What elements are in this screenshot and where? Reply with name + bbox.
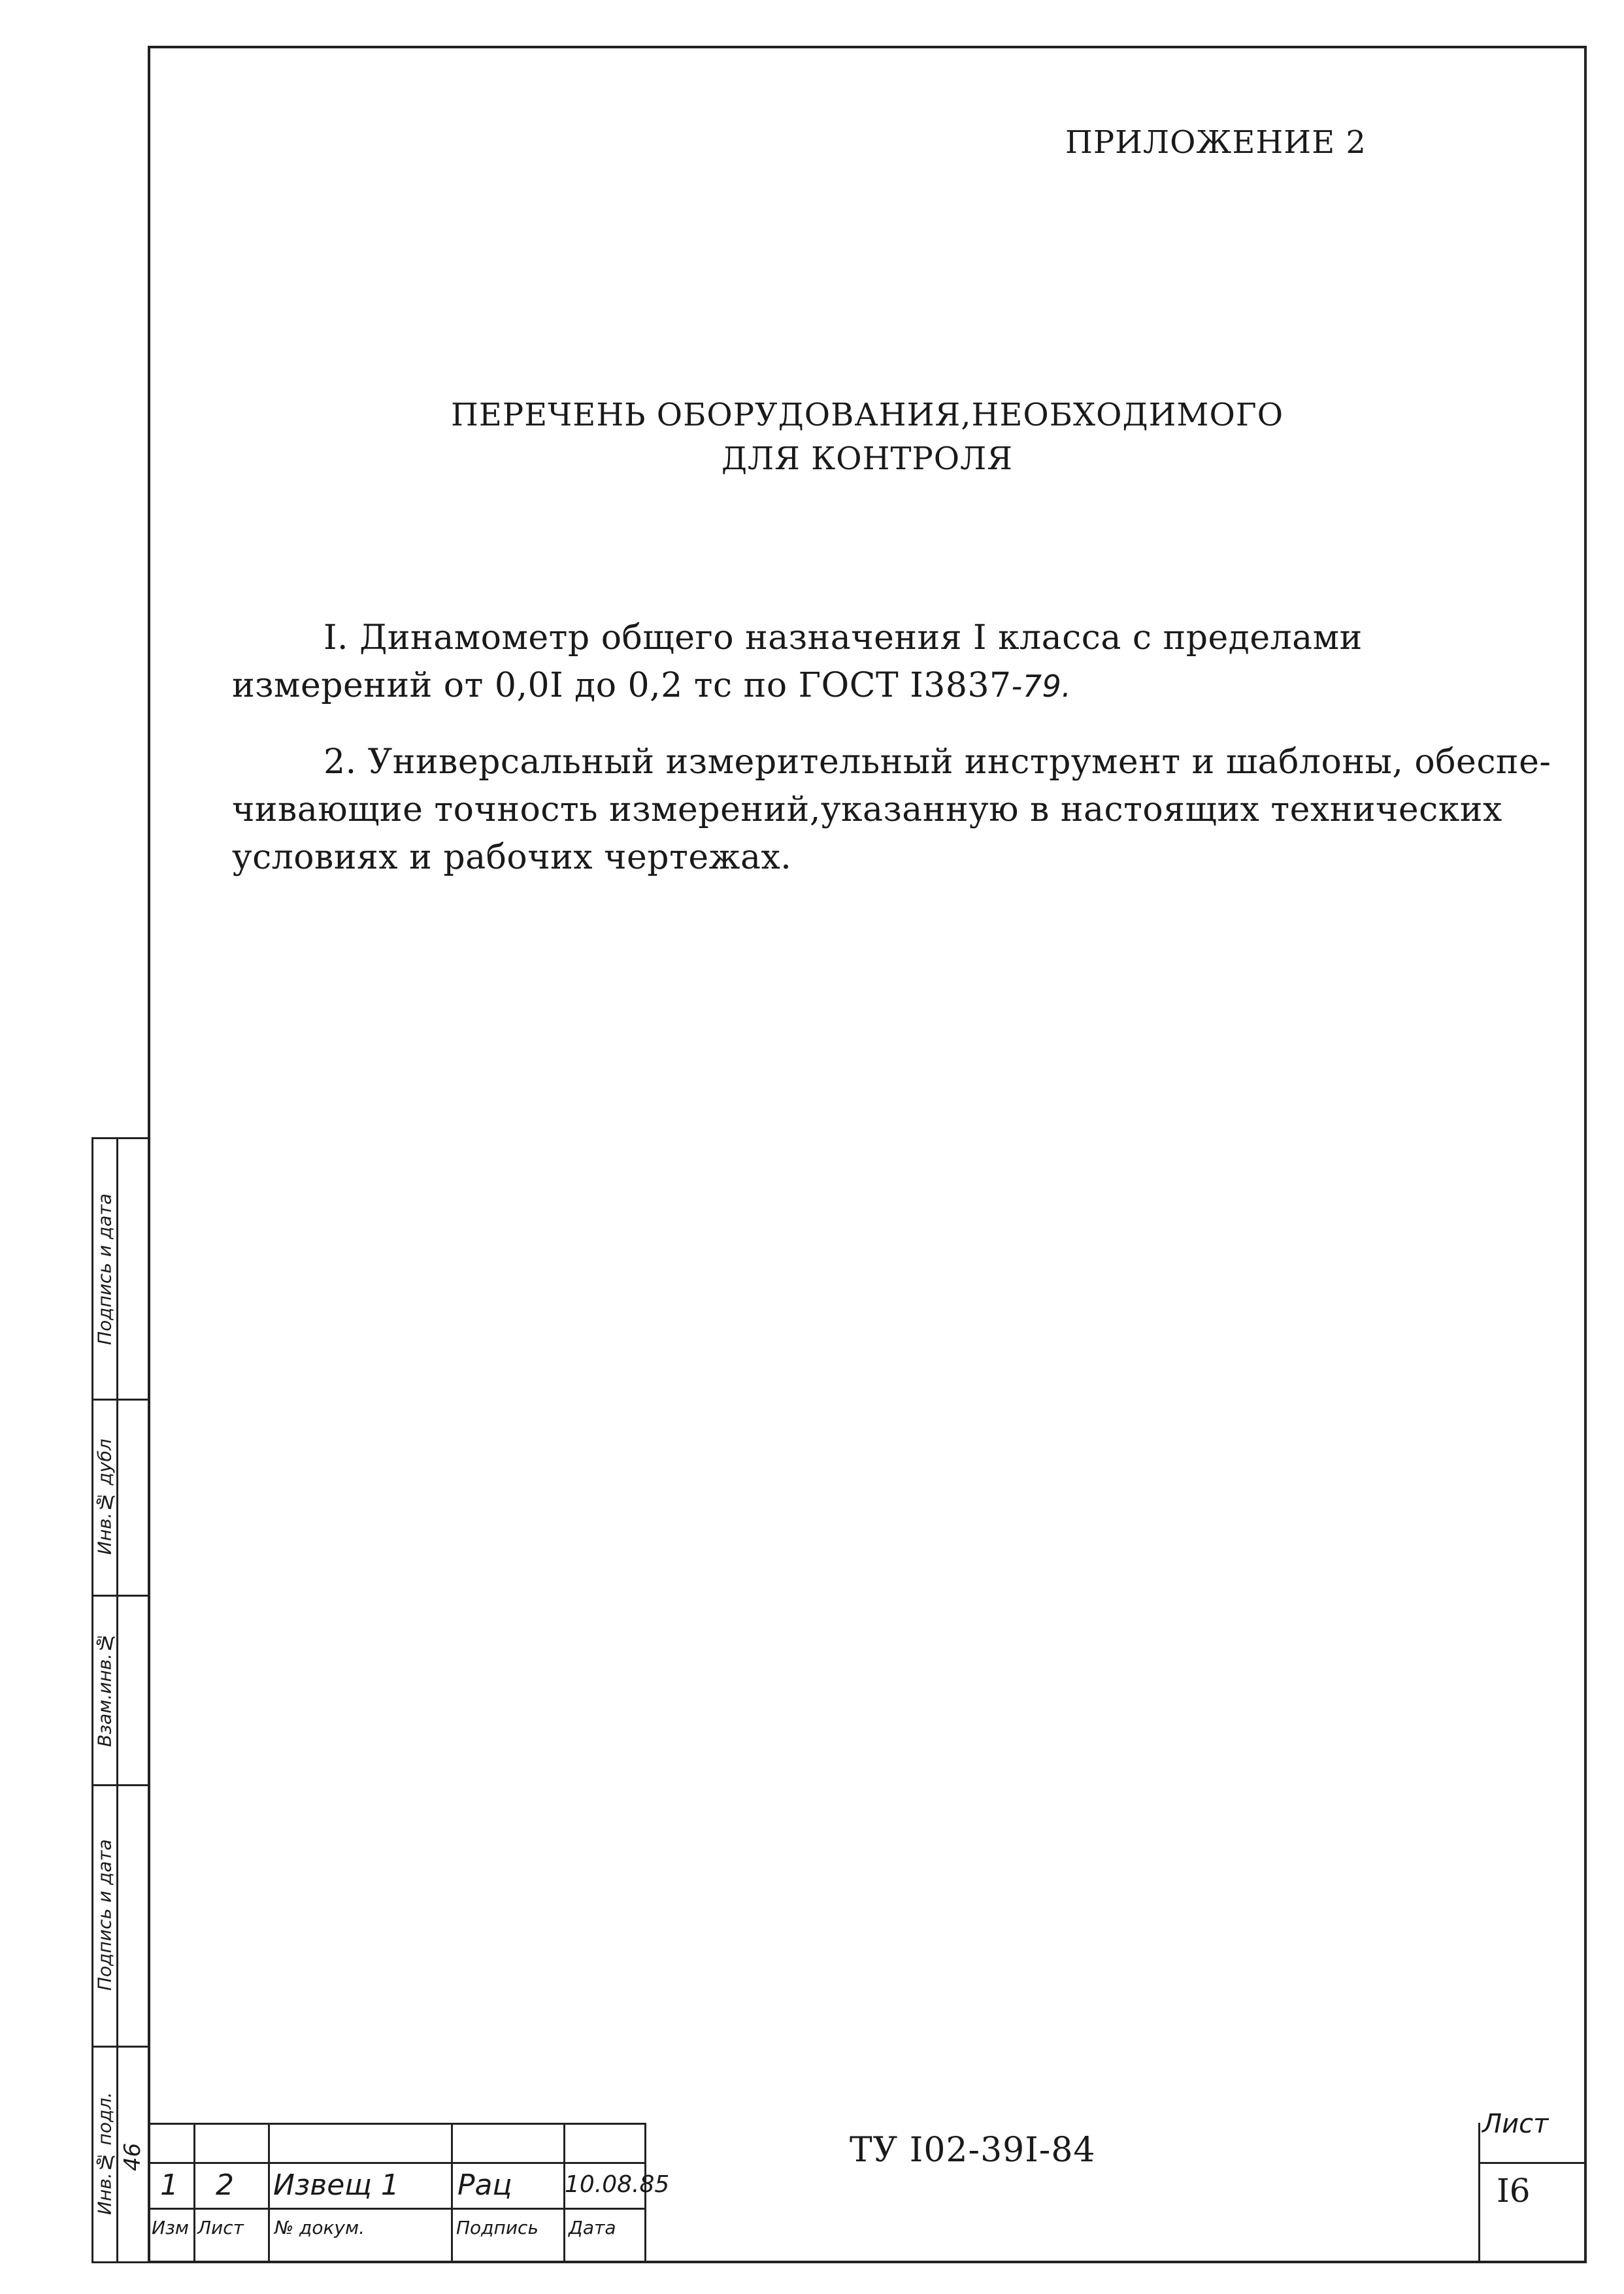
signature-date: 10.08.85	[565, 2171, 670, 2198]
label-list: Лист	[197, 2217, 244, 2238]
strip-label-signature-date: Подпись и дата	[93, 1839, 116, 1991]
item-1-handwritten-year: -79.	[1011, 669, 1072, 704]
title-block-col	[451, 2123, 453, 2263]
strip-rule	[91, 1399, 148, 1401]
sheet-label: Лист	[1482, 2109, 1549, 2139]
strip-rule	[91, 1784, 148, 1786]
strip-rule	[91, 2046, 148, 2048]
strip-value-inv-number: 46	[120, 2142, 146, 2171]
sheet-number: I6	[1497, 2172, 1531, 2210]
document-notice-number: Извещ 1	[273, 2169, 399, 2202]
item-1-text: измерений от 0,0I до 0,2 тс по ГОСТ I3837	[232, 666, 1012, 705]
strip-rule	[91, 1595, 148, 1597]
title-block-rule-top	[148, 2123, 644, 2125]
title-block-rule-mid	[148, 2162, 644, 2164]
strip-label-dup-inv: Инв.№ дубл	[93, 1438, 116, 1555]
strip-label-signature-date-top: Подпись и дата	[93, 1193, 116, 1346]
item-2-line-1: 2. Универсальный измерительный инструмент и шаблоны, обеспе-	[323, 742, 1551, 782]
label-izm: Изм	[152, 2217, 189, 2238]
sheet-box-col	[1478, 2123, 1480, 2263]
document-title-line2: ДЛЯ КОНТРОЛЯ	[721, 441, 1013, 477]
label-date: Дата	[569, 2217, 616, 2238]
strip-label-replace-inv: Взам.инв.№	[93, 1631, 116, 1748]
item-1-line-2	[232, 662, 1071, 710]
title-block-col	[268, 2123, 270, 2263]
document-number: ТУ I02-39I-84	[850, 2131, 1096, 2170]
sheet-box-rule	[1478, 2162, 1587, 2164]
item-2-line-3: условиях и рабочих чертежах.	[232, 838, 792, 877]
change-number: 1	[160, 2169, 178, 2202]
strip-label-orig-inv: Инв.№ подл.	[93, 2091, 116, 2216]
label-sign: Подпись	[456, 2217, 539, 2238]
title-block-rule-low	[148, 2208, 644, 2210]
document-title-line1: ПЕРЕЧЕНЬ ОБОРУДОВАНИЯ,НЕОБХОДИМОГО	[450, 397, 1284, 433]
label-doc: № докум.	[274, 2217, 365, 2238]
page-frame	[148, 46, 1587, 2263]
appendix-label: ПРИЛОЖЕНИЕ 2	[1065, 124, 1367, 161]
signature: Рац	[457, 2169, 512, 2202]
title-block-col	[193, 2123, 195, 2263]
item-2-line-2: чивающие точность измерений,указанную в настоящих технических	[232, 790, 1502, 829]
item-1-line-1: I. Динамометр общего назначения I класса с пределами	[323, 618, 1363, 657]
sheet-column-value: 2	[216, 2169, 234, 2202]
